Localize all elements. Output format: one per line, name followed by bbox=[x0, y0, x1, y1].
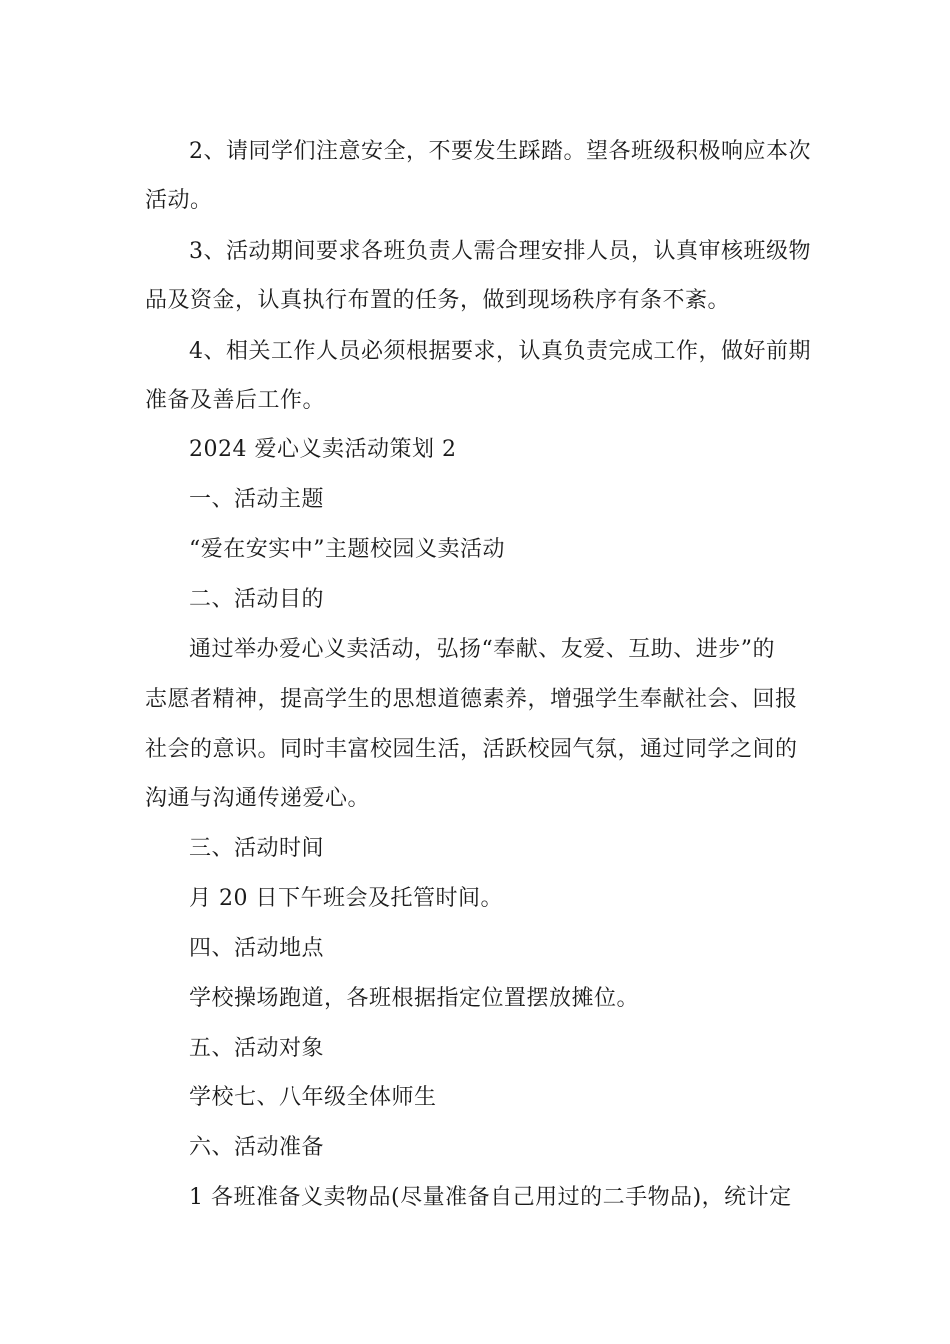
text-line-time: 月 20 日下午班会及托管时间。 bbox=[189, 886, 503, 911]
text-line-3: 3、活动期间要求各班负责人需合理安排人员，认真审核班级物 bbox=[189, 239, 811, 264]
text-line-2: 活动。 bbox=[145, 188, 213, 213]
section-title: 2024 爱心义卖活动策划 2 bbox=[189, 437, 457, 462]
text-line-purpose-2: 志愿者精神，提高学生的思想道德素养，增强学生奉献社会、回报 bbox=[145, 687, 798, 712]
text-line-audience: 学校七、八年级全体师生 bbox=[189, 1085, 437, 1110]
heading-purpose: 二、活动目的 bbox=[189, 587, 325, 612]
text-line-purpose-1: 通过举办爱心义卖活动，弘扬“奉献、友爱、互助、进步”的 bbox=[189, 637, 775, 662]
heading-time: 三、活动时间 bbox=[189, 836, 325, 861]
text-line-6: 准备及善后工作。 bbox=[145, 388, 326, 413]
heading-location: 四、活动地点 bbox=[189, 936, 325, 961]
text-line-5: 4、相关工作人员必须根据要求，认真负责完成工作，做好前期 bbox=[189, 339, 811, 364]
text-line-location: 学校操场跑道，各班根据指定位置摆放摊位。 bbox=[189, 986, 640, 1011]
text-line-preparation: 1 各班准备义卖物品(尽量准备自己用过的二手物品)，统计定 bbox=[189, 1185, 792, 1210]
heading-preparation: 六、活动准备 bbox=[189, 1135, 325, 1160]
text-line-purpose-4: 沟通与沟通传递爱心。 bbox=[145, 786, 371, 811]
text-line-1: 2、请同学们注意安全，不要发生踩踏。望各班级积极响应本次 bbox=[189, 139, 811, 164]
heading-audience: 五、活动对象 bbox=[189, 1036, 325, 1061]
text-line-theme: “爱在安实中”主题校园义卖活动 bbox=[189, 537, 505, 562]
text-line-purpose-3: 社会的意识。同时丰富校园生活，活跃校园气氛，通过同学之间的 bbox=[145, 737, 798, 762]
text-line-4: 品及资金，认真执行布置的任务，做到现场秩序有条不紊。 bbox=[145, 288, 731, 313]
heading-theme: 一、活动主题 bbox=[189, 487, 325, 512]
